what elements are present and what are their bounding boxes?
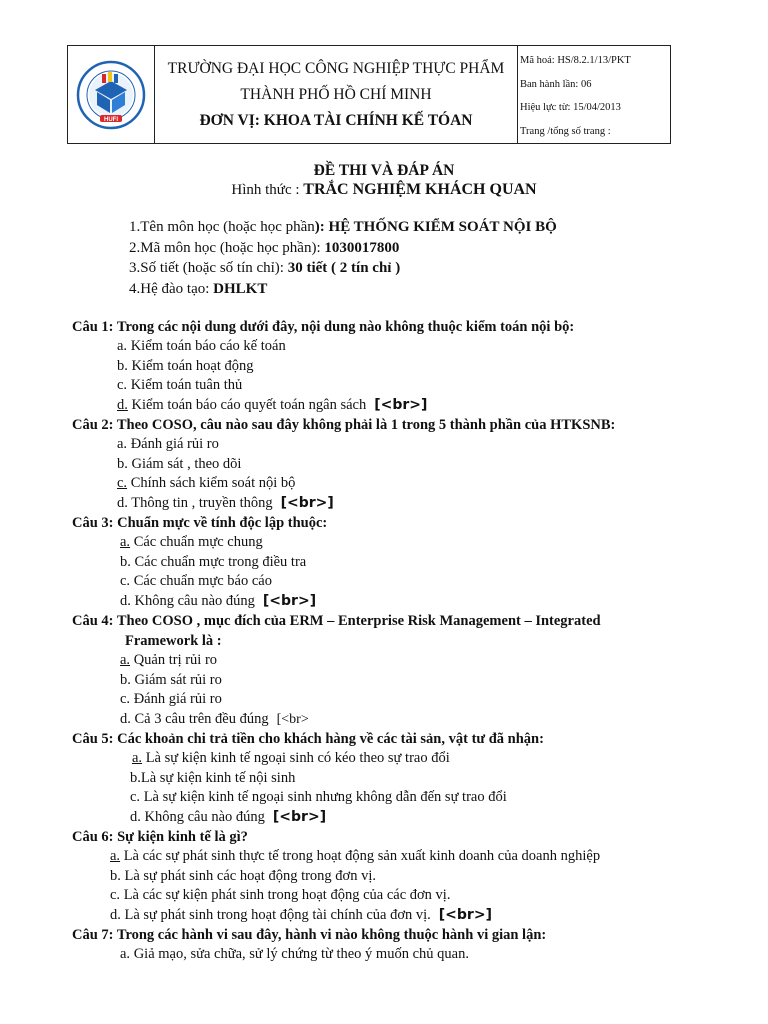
question-text: Câu 6: Sự kiện kinh tế là gì? [72,829,248,845]
question-text: Câu 3: Chuẩn mực về tính độc lập thuộc: [72,515,328,531]
exam-format [0,180,768,200]
question-text: Câu 7: Trong các hành vi sau đây, hành vi nào không thuộc hành vi gian lận: [72,927,547,943]
course-credits [129,258,557,279]
answer-option [72,886,752,906]
question-3 [72,513,752,533]
answer-option [72,749,752,769]
answer-option [72,474,752,494]
option-text: Là sự kiện kinh tế nội sinh [140,769,296,786]
question-text: Câu 2: Theo COSO, câu nào sau đây không phải là 1 trong 5 thành phần của HTKSNB: [72,417,616,433]
answer-option [72,906,752,926]
question-2 [72,415,752,435]
answer-option [72,376,752,396]
course-code [129,238,557,259]
answer-option [72,592,752,612]
break-tag: [<br>] [262,592,317,609]
option-prefix: b. [110,867,121,884]
option-prefix: a. [110,848,121,864]
option-text: Kiểm toán báo cáo kế toán [127,338,286,354]
option-text: Các chuẩn mực báo cáo [130,573,272,589]
course-info [129,217,557,299]
answer-option [72,788,752,808]
answer-option [72,337,752,357]
answer-option [72,945,752,965]
question-text-continued: Framework là : [125,633,222,649]
option-prefix: c. [117,377,128,393]
option-prefix: a. [120,534,131,550]
meta-edition: Ban hành lần: 06 [520,78,592,90]
option-text: Giả mạo, sửa chữa, sử lý chứng từ theo ý muốn chủ quan. [130,946,469,962]
answer-option [72,671,752,691]
option-text: Là sự phát sinh các hoạt động trong đơn vị. [120,867,377,884]
option-prefix: c. [110,887,121,903]
answer-option [72,572,752,592]
question-list [72,317,752,965]
question-6 [72,827,752,847]
logo-cell [68,46,155,143]
option-text: Quản trị rủi ro [130,652,218,668]
option-prefix: a. [120,946,131,962]
answer-option [72,710,752,730]
answer-option [72,396,752,416]
option-prefix: b. [117,357,128,374]
course-program-value: DHLKT [213,280,268,297]
option-prefix: b. [117,455,128,472]
option-text: Là sự kiện kinh tế ngoại sinh nhưng không dẫn đến sự trao đổi [140,789,507,805]
answer-option [72,553,752,573]
option-prefix: a. [132,750,143,766]
option-text: Đánh giá rủi ro [127,436,219,452]
document-header [67,45,671,144]
course-program-label: 4.Hệ đào tạo: [129,280,214,297]
school-name-line2: THÀNH PHỐ HỒ CHÍ MINH [240,86,432,103]
exam-format-label: Hình thức : [231,182,304,198]
answer-option [72,651,752,671]
option-prefix: b. [120,671,131,688]
option-text: Là sự phát sinh trong hoạt động tài chính của đơn vị. [120,906,431,923]
option-prefix: d. [130,808,141,825]
option-prefix: d. [117,396,128,413]
option-prefix: c. [120,691,131,707]
option-text: Là các sự kiện phát sinh trong hoạt động của các đơn vị. [120,887,451,903]
option-text: Kiểm toán hoạt động [127,357,254,374]
option-text: Là sự kiện kinh tế ngoại sinh có kéo theo sự trao đổi [142,750,450,766]
course-name-label: 1.Tên môn học (hoặc học phần [129,219,315,235]
break-tag: [<br>] [280,494,334,511]
svg-text:HUFI: HUFI [104,116,118,123]
option-prefix: d. [117,494,128,511]
answer-option [72,867,752,887]
option-prefix: a. [120,652,131,668]
option-prefix: c. [117,475,128,491]
option-prefix: b. [130,769,141,786]
option-text: Không câu nào đúng [140,808,265,825]
option-prefix: d. [110,906,121,923]
meta-page: Trang /tổng số trang : [520,125,611,137]
exam-format-value: TRẮC NGHIỆM KHÁCH QUAN [303,181,537,198]
break-tag: [<br>] [272,808,327,825]
course-name-value: ): HỆ THỐNG KIỂM SOÁT NỘI BỘ [314,219,557,235]
option-text: Thông tin , truyền thông [127,494,273,511]
question-1 [72,317,752,337]
answer-option [72,847,752,867]
school-logo-icon [76,60,146,130]
answer-option [72,533,752,553]
break-tag: [<br>] [438,906,492,923]
option-text: Giám sát rủi ro [130,671,222,688]
option-text: Là các sự phát sinh thực tế trong hoạt động sản xuất kinh doanh của doanh nghiệp [120,848,601,864]
answer-option [72,494,752,514]
answer-option [72,357,752,377]
course-name [129,217,557,238]
school-name-line1: TRƯỜNG ĐẠI HỌC CÔNG NGHIỆP THỰC PHẨM [167,60,505,77]
option-prefix: c. [130,789,141,805]
option-prefix: d. [120,710,131,727]
break-tag: [<br>] [374,396,428,413]
answer-option [72,808,752,828]
break-tag: [<br> [276,711,309,727]
header-title-cell [155,46,518,143]
question-7 [72,925,752,945]
course-code-value: 1030017800 [324,239,400,256]
option-prefix: a. [117,338,128,354]
option-text: Kiểm toán báo cáo quyết toán ngân sách [127,396,367,413]
option-prefix: d. [120,592,131,609]
option-prefix: a. [117,436,128,452]
option-text: Không câu nào đúng [130,592,255,609]
header-meta-cell [518,46,670,143]
meta-code: Mã hoá: HS/8.2.1/13/PKT [520,55,631,66]
answer-option [72,690,752,710]
option-text: Kiểm toán tuân thủ [127,377,243,393]
question-5 [72,729,752,749]
course-program [129,279,557,300]
option-text: Các chuẩn mực chung [130,534,263,550]
answer-option [72,769,752,789]
question-text: Câu 1: Trong các nội dung dưới đây, nội dung nào không thuộc kiểm toán nội bộ: [72,319,575,335]
option-prefix: b. [120,553,131,570]
question-text: Câu 5: Các khoản chi trả tiền cho khách hàng về các tài sản, vật tư đã nhận: [72,731,544,747]
option-text: Chính sách kiểm soát nội bộ [127,475,296,491]
option-text: Giám sát , theo dõi [127,455,242,472]
answer-option [72,455,752,475]
course-credits-value: 30 tiết ( 2 tín chỉ ) [287,260,401,276]
course-code-label: 2.Mã môn học (hoặc học phần): [129,239,325,256]
option-text: Các chuẩn mực trong điều tra [130,553,307,570]
option-text: Đánh giá rủi ro [130,691,222,707]
exam-title: ĐỀ THI VÀ ĐÁP ÁN [313,162,455,179]
option-text: Cả 3 câu trên đều đúng [130,710,269,727]
unit-name: ĐƠN VỊ: KHOA TÀI CHÍNH KẾ TÓAN [199,112,473,129]
question-4 [72,611,752,651]
option-prefix: c. [120,573,131,589]
answer-option [72,435,752,455]
course-credits-label: 3.Số tiết (hoặc số tín chỉ): [129,260,288,276]
meta-effective-date: Hiệu lực từ: 15/04/2013 [520,102,621,113]
question-text: Câu 4: Theo COSO , mục đích của ERM – Enterprise Risk Management – Integrated [72,613,601,629]
